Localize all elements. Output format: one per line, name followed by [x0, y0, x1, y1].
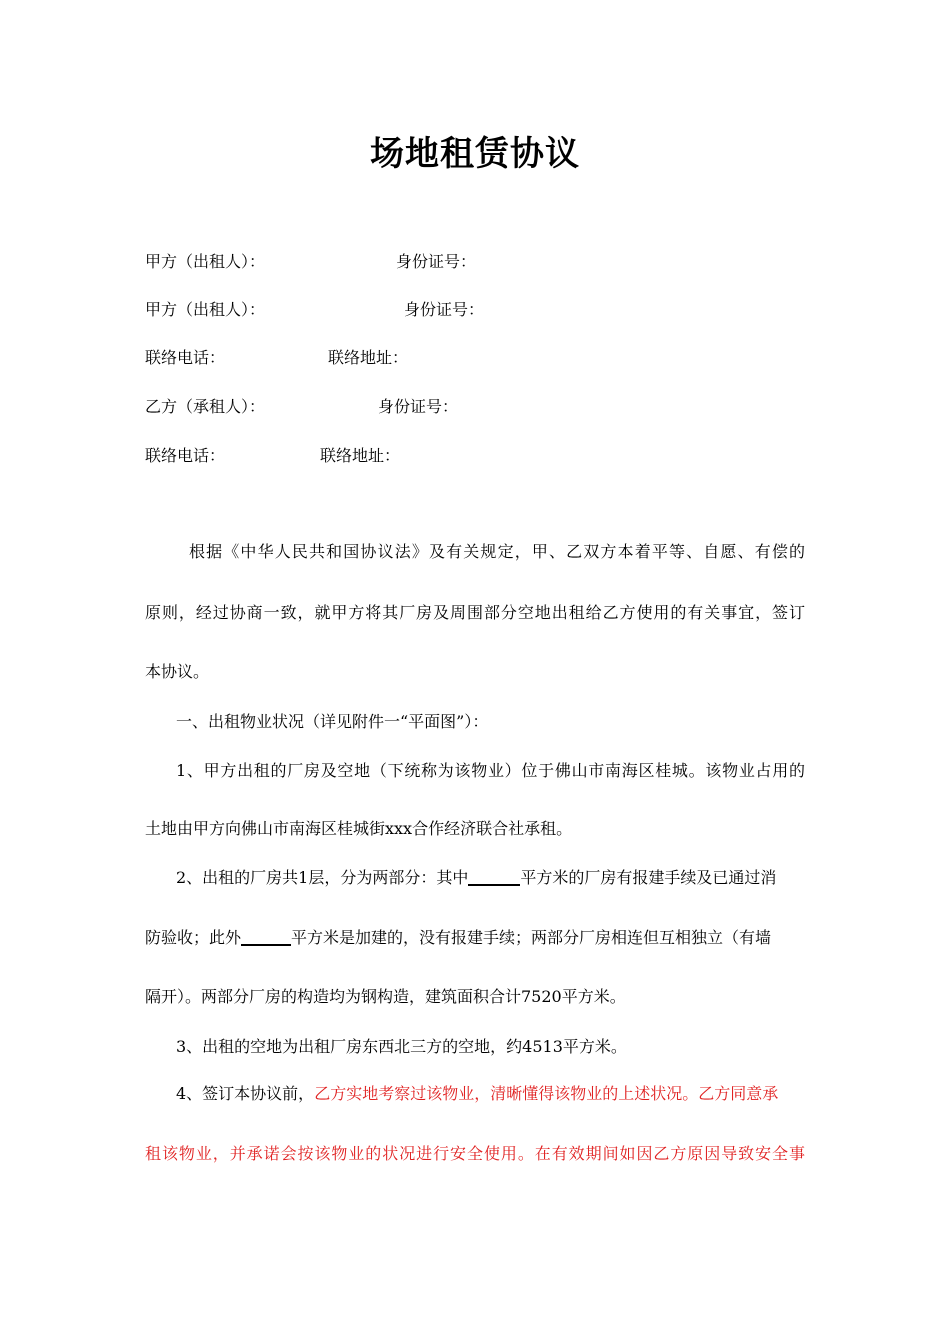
party-b-id-label: 身份证号：	[378, 397, 459, 416]
party-b-address-label: 联络地址：	[320, 446, 401, 465]
item-2-line-1	[176, 868, 805, 888]
party-a-phone-label: 联络电话：	[145, 348, 226, 367]
party-a1-id-label: 身份证号：	[396, 252, 477, 271]
party-a2-id-label: 身份证号：	[404, 300, 485, 319]
area-blank-1	[468, 868, 520, 886]
party-a2-label: 甲方（出租人）：	[145, 300, 266, 319]
item-4-line-2: 租该物业，并承诺会按该物业的状况进行安全使用。在有效期间如因乙方原因导致安全事	[145, 1144, 805, 1163]
party-a-address-label: 联络地址：	[328, 348, 409, 367]
party-a1-label: 甲方（出租人）：	[145, 252, 266, 271]
section-1-heading: 一、出租物业状况（详见附件一“平面图”）：	[176, 712, 489, 731]
item-2-line-3: 隔开）。两部分厂房的构造均为钢构造，建筑面积合计7520平方米。	[145, 987, 626, 1006]
party-b-label: 乙方（承租人）：	[145, 397, 266, 416]
party-b-phone-label: 联络电话：	[145, 446, 226, 465]
intro-line-2: 原则，经过协商一致，就甲方将其厂房及周围部分空地出租给乙方使用的有关事宜，签订	[145, 603, 805, 622]
item-1-line-1: 1、甲方出租的厂房及空地（下统称为该物业）位于佛山市南海区桂城。该物业占用的	[176, 761, 805, 780]
item-2-line-2-start: 防验收；此外	[145, 928, 242, 947]
item-3: 3、出租的空地为出租厂房东西北三方的空地，约4513平方米。	[176, 1037, 627, 1056]
item-2-line-1-start: 2、出租的厂房共1层，分为两部分：其中	[176, 868, 469, 887]
item-1-line-2: 土地由甲方向佛山市南海区桂城街xxx合作经济联合社承租。	[145, 819, 573, 838]
item-2-line-1-end: 平方米的厂房有报建手续及已通过消	[520, 868, 777, 887]
intro-line-1: 根据《中华人民共和国协议法》及有关规定，甲、乙双方本着平等、自愿、有偿的	[189, 542, 805, 561]
item-4-line-1-highlight: 乙方实地考察过该物业，清晰懂得该物业的上述状况。乙方同意承	[314, 1084, 779, 1103]
document-title: 场地租赁协议	[370, 134, 580, 174]
intro-line-3: 本协议。	[145, 662, 210, 681]
item-2-line-2-end: 平方米是加建的，没有报建手续；两部分厂房相连但互相独立（有墙	[291, 928, 772, 947]
item-2-line-2	[145, 928, 805, 948]
item-4-line-1	[176, 1084, 805, 1104]
item-4-line-1-start: 4、签订本协议前，	[176, 1084, 315, 1103]
area-blank-2	[241, 928, 291, 946]
